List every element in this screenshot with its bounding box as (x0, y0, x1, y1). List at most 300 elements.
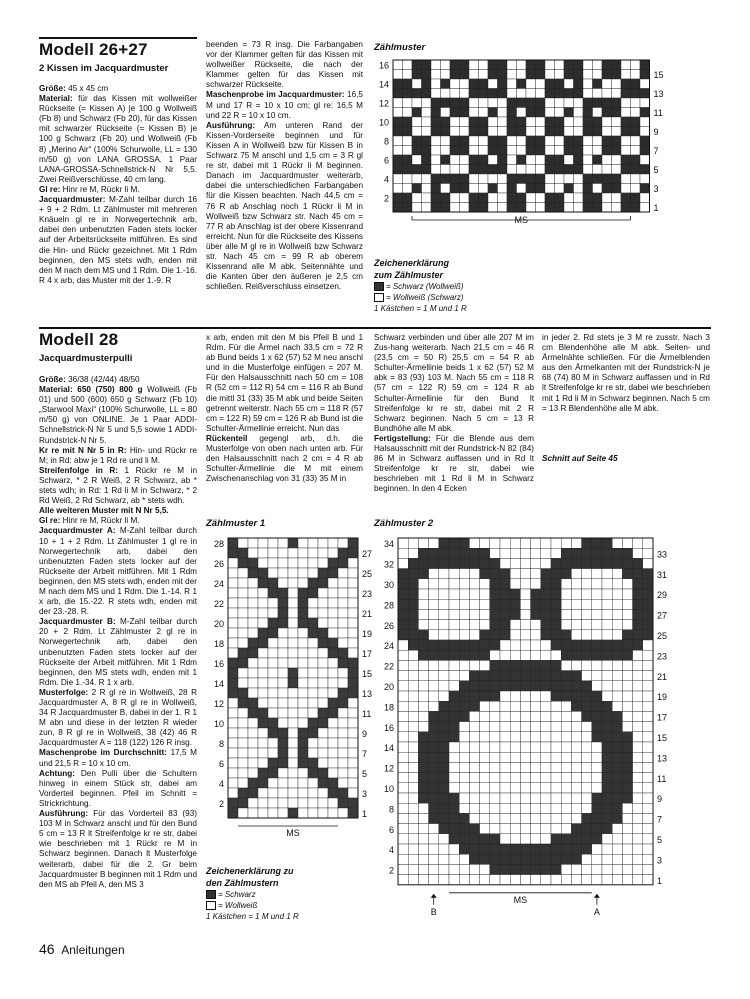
light-stitch (602, 681, 612, 691)
dark-stitch (633, 589, 643, 599)
light-stitch (500, 803, 510, 813)
light-stitch (288, 648, 298, 658)
light-stitch (531, 752, 541, 762)
dark-stitch (439, 538, 449, 548)
dark-stitch (328, 708, 338, 718)
light-stitch (582, 864, 592, 874)
dark-stitch (517, 174, 527, 184)
dark-stitch (288, 538, 298, 548)
light-stitch (490, 803, 500, 813)
dark-stitch (338, 558, 348, 568)
dark-stitch (460, 174, 470, 184)
dark-stitch (429, 783, 439, 793)
light-stitch (258, 608, 268, 618)
light-stitch (449, 864, 459, 874)
dark-stitch (612, 783, 622, 793)
dark-stitch (551, 660, 561, 670)
light-stitch (418, 844, 428, 854)
light-stitch (633, 732, 643, 742)
dark-stitch (393, 89, 403, 99)
light-stitch (510, 834, 520, 844)
light-stitch (545, 136, 555, 146)
dark-stitch (510, 681, 520, 691)
light-stitch (469, 732, 479, 742)
dark-stitch (459, 711, 469, 721)
light-stitch (441, 60, 451, 70)
dark-stitch (593, 193, 603, 203)
light-stitch (408, 875, 418, 885)
light-stitch (429, 569, 439, 579)
dark-stitch (602, 538, 612, 548)
light-stitch (531, 762, 541, 772)
light-stitch (582, 803, 592, 813)
light-stitch (418, 722, 428, 732)
light-stitch (449, 875, 459, 885)
light-stitch (338, 578, 348, 588)
light-stitch (278, 638, 288, 648)
paragraph-text: 45 x 45 cm (65, 84, 109, 93)
light-stitch (228, 778, 238, 788)
dark-stitch (488, 70, 498, 80)
dark-stitch (602, 146, 612, 156)
dark-stitch (582, 711, 592, 721)
light-stitch (408, 824, 418, 834)
light-stitch (348, 728, 358, 738)
dark-stitch (480, 854, 490, 864)
dark-stitch (228, 538, 238, 548)
dark-stitch (582, 650, 592, 660)
dark-stitch (441, 98, 451, 108)
dark-stitch (450, 174, 460, 184)
light-stitch (429, 854, 439, 864)
light-stitch (612, 569, 622, 579)
dark-stitch (631, 127, 641, 137)
light-stitch (338, 778, 348, 788)
dark-swatch (374, 282, 384, 291)
light-stitch (633, 844, 643, 854)
light-stitch (545, 60, 555, 70)
light-stitch (408, 783, 418, 793)
dark-stitch (571, 844, 581, 854)
dark-stitch (449, 834, 459, 844)
light-stitch (348, 768, 358, 778)
light-stitch (500, 691, 510, 701)
light-stitch (258, 738, 268, 748)
light-stitch (278, 708, 288, 718)
dark-stitch (449, 701, 459, 711)
light-stitch (439, 875, 449, 885)
light-stitch (592, 589, 602, 599)
light-stitch (258, 758, 268, 768)
light-stitch (643, 875, 653, 885)
light-stitch (268, 708, 278, 718)
light-stitch (555, 98, 565, 108)
light-stitch (612, 117, 622, 127)
light-stitch (408, 671, 418, 681)
dark-stitch (338, 658, 348, 668)
paragraph-lead: Achtung: (39, 768, 75, 778)
light-stitch (612, 660, 622, 670)
light-stitch (602, 589, 612, 599)
light-stitch (439, 691, 449, 701)
dark-stitch (498, 70, 508, 80)
schnitt-reference: Schnitt auf Seite 45 (542, 454, 618, 463)
light-stitch (418, 854, 428, 864)
light-stitch (633, 701, 643, 711)
dark-stitch (480, 558, 490, 568)
light-stitch (459, 630, 469, 640)
dark-stitch (422, 146, 432, 156)
light-stitch (348, 628, 358, 638)
dark-stitch (469, 691, 479, 701)
row-label-left: 28 (383, 600, 394, 611)
dark-stitch (536, 60, 546, 70)
dark-stitch (551, 569, 561, 579)
dark-stitch (450, 146, 460, 156)
dark-stitch (480, 834, 490, 844)
light-stitch (308, 658, 318, 668)
light-stitch (541, 650, 551, 660)
dark-stitch (298, 608, 308, 618)
light-stitch (228, 558, 238, 568)
light-stitch (541, 722, 551, 732)
light-stitch (633, 854, 643, 864)
row-label-left: 12 (213, 699, 224, 709)
light-stitch (621, 146, 631, 156)
dark-stitch (583, 184, 593, 194)
dark-stitch (308, 628, 318, 638)
dark-stitch (450, 70, 460, 80)
light-stitch (622, 844, 632, 854)
light-stitch (328, 588, 338, 598)
row-label-left: 20 (213, 619, 224, 629)
dark-stitch (520, 864, 530, 874)
dark-stitch (268, 768, 278, 778)
light-stitch (288, 768, 298, 778)
light-stitch (449, 681, 459, 691)
light-stitch (459, 793, 469, 803)
light-stitch (602, 569, 612, 579)
paragraph (206, 121, 363, 293)
row-label-right: 3 (657, 855, 663, 866)
light-stitch (422, 193, 432, 203)
light-stitch (418, 609, 428, 619)
light-stitch (643, 691, 653, 701)
light-stitch (561, 864, 571, 874)
paragraph (206, 90, 363, 120)
light-stitch (398, 803, 408, 813)
light-stitch (633, 681, 643, 691)
dark-stitch (278, 738, 288, 748)
light-stitch (460, 155, 470, 165)
dark-stitch (500, 579, 510, 589)
light-stitch (574, 203, 584, 213)
light-stitch (531, 558, 541, 568)
light-stitch (643, 854, 653, 864)
light-stitch (520, 640, 530, 650)
light-stitch (258, 598, 268, 608)
light-stitch (348, 738, 358, 748)
zaehlmuster-title: Zählmuster (374, 42, 426, 53)
light-stitch (398, 742, 408, 752)
dark-stitch (517, 155, 527, 165)
dark-stitch (439, 722, 449, 732)
light-stitch (582, 742, 592, 752)
light-stitch (564, 174, 574, 184)
light-stitch (418, 538, 428, 548)
dark-stitch (398, 569, 408, 579)
light-stitch (574, 184, 584, 194)
section-rule (39, 327, 711, 329)
light-stitch (393, 136, 403, 146)
zaehlmuster-2-title: Zählmuster 2 (374, 518, 434, 529)
light-stitch (469, 98, 479, 108)
light-stitch (551, 793, 561, 803)
light-stitch (602, 875, 612, 885)
light-stitch (520, 589, 530, 599)
dark-stitch (469, 155, 479, 165)
light-stitch (488, 127, 498, 137)
dark-stitch (571, 854, 581, 864)
light-stitch (408, 691, 418, 701)
light-stitch (622, 722, 632, 732)
light-stitch (258, 788, 268, 798)
legend-light-row (374, 292, 574, 303)
dark-stitch (429, 640, 439, 650)
row-label-left: 2 (383, 193, 389, 204)
light-stitch (459, 864, 469, 874)
light-stitch (441, 184, 451, 194)
light-stitch (536, 165, 546, 175)
light-stitch (449, 630, 459, 640)
light-stitch (418, 681, 428, 691)
light-stitch (449, 579, 459, 589)
light-stitch (571, 864, 581, 874)
light-stitch (612, 620, 622, 630)
light-stitch (418, 660, 428, 670)
light-stitch (490, 650, 500, 660)
dark-stitch (422, 136, 432, 146)
light-stitch (583, 155, 593, 165)
light-stitch (439, 671, 449, 681)
dark-stitch (541, 864, 551, 874)
light-stitch (328, 798, 338, 808)
light-stitch (480, 579, 490, 589)
light-stitch (479, 98, 489, 108)
light-stitch (612, 79, 622, 89)
light-stitch (507, 60, 517, 70)
light-stitch (278, 628, 288, 638)
light-stitch (561, 660, 571, 670)
light-stitch (449, 620, 459, 630)
light-stitch (574, 108, 584, 118)
light-stitch (574, 127, 584, 137)
dark-stitch (439, 803, 449, 813)
light-stitch (449, 599, 459, 609)
paragraph (542, 333, 710, 414)
row-label-left: 34 (383, 539, 394, 550)
light-stitch (439, 864, 449, 874)
light-stitch (510, 579, 520, 589)
dark-stitch (541, 569, 551, 579)
dark-stitch (555, 89, 565, 99)
paragraph (206, 434, 363, 484)
light-stitch (308, 788, 318, 798)
row-label-left: 24 (383, 641, 394, 652)
light-stitch (490, 711, 500, 721)
light-stitch (480, 599, 490, 609)
light-stitch (308, 698, 318, 708)
dark-stitch (308, 768, 318, 778)
dark-stitch (418, 732, 428, 742)
paragraph-lead: Maschenprobe im Jacquardmuster: (206, 90, 345, 100)
light-stitch (488, 174, 498, 184)
light-stitch (541, 701, 551, 711)
light-stitch (531, 711, 541, 721)
arrow-b-head (431, 894, 437, 898)
dark-stitch (268, 578, 278, 588)
dark-stitch (561, 691, 571, 701)
dark-stitch (328, 778, 338, 788)
light-stitch (298, 628, 308, 638)
dark-stitch (439, 793, 449, 803)
model-28-text-col3 (374, 333, 534, 495)
light-stitch (459, 599, 469, 609)
light-stitch (520, 691, 530, 701)
model-26-27-subtitle: 2 Kissen im Jacquardmuster (39, 63, 169, 74)
light-stitch (460, 89, 470, 99)
light-stitch (480, 660, 490, 670)
light-stitch (643, 783, 653, 793)
light-stitch (536, 89, 546, 99)
light-stitch (631, 136, 641, 146)
paragraph-text: Hinr re M, Rückr li M. (60, 516, 140, 526)
paragraph-text: Hinr re M, Rückr li M. (60, 184, 140, 194)
light-stitch (602, 155, 612, 165)
light-stitch (318, 658, 328, 668)
light-stitch (633, 793, 643, 803)
light-stitch (582, 609, 592, 619)
dark-stitch (469, 558, 479, 568)
light-stitch (602, 79, 612, 89)
row-label-right: 15 (653, 70, 664, 80)
light-stitch (571, 599, 581, 609)
dark-stitch (228, 798, 238, 808)
dark-stitch (555, 155, 565, 165)
legend-28-dark-label: = Schwarz (218, 890, 256, 899)
light-stitch (500, 732, 510, 742)
light-stitch (520, 558, 530, 568)
dark-stitch (526, 146, 536, 156)
light-stitch (643, 548, 653, 558)
dark-stitch (555, 203, 565, 213)
light-stitch (480, 609, 490, 619)
dark-stitch (418, 558, 428, 568)
light-stitch (612, 589, 622, 599)
dark-stitch (403, 165, 413, 175)
light-stitch (583, 165, 593, 175)
light-stitch (536, 127, 546, 137)
light-stitch (348, 778, 358, 788)
light-stitch (602, 609, 612, 619)
light-stitch (278, 658, 288, 668)
light-stitch (393, 60, 403, 70)
light-stitch (541, 548, 551, 558)
light-stitch (418, 875, 428, 885)
dark-stitch (469, 650, 479, 660)
light-stitch (469, 60, 479, 70)
light-stitch (640, 117, 650, 127)
paragraph (39, 809, 197, 890)
light-stitch (228, 618, 238, 628)
light-stitch (429, 671, 439, 681)
light-stitch (555, 108, 565, 118)
light-stitch (622, 599, 632, 609)
light-stitch (593, 146, 603, 156)
dark-stitch (449, 803, 459, 813)
light-stitch (429, 579, 439, 589)
light-stitch (393, 98, 403, 108)
light-stitch (582, 773, 592, 783)
dark-stitch (449, 548, 459, 558)
dark-stitch (643, 630, 653, 640)
dark-stitch (459, 548, 469, 558)
dark-stitch (592, 691, 602, 701)
light-stitch (480, 701, 490, 711)
light-stitch (278, 688, 288, 698)
dark-stitch (418, 762, 428, 772)
dark-stitch (408, 569, 418, 579)
light-stitch (278, 538, 288, 548)
dark-stitch (348, 668, 358, 678)
dark-stitch (531, 854, 541, 864)
dark-stitch (459, 691, 469, 701)
light-stitch (238, 668, 248, 678)
dark-stitch (439, 732, 449, 742)
light-stitch (228, 578, 238, 588)
dark-stitch (582, 558, 592, 568)
light-stitch (288, 778, 298, 788)
dark-stitch (592, 824, 602, 834)
light-stitch (498, 127, 508, 137)
light-stitch (602, 117, 612, 127)
light-stitch (520, 722, 530, 732)
dark-stitch (507, 193, 517, 203)
light-stitch (643, 681, 653, 691)
dark-stitch (633, 558, 643, 568)
dark-stitch (520, 671, 530, 681)
dark-stitch (308, 588, 318, 598)
light-stitch (258, 648, 268, 658)
light-stitch (238, 718, 248, 728)
dark-stitch (510, 609, 520, 619)
dark-stitch (510, 854, 520, 864)
light-stitch (571, 773, 581, 783)
light-stitch (633, 650, 643, 660)
dark-stitch (248, 558, 258, 568)
light-stitch (449, 762, 459, 772)
light-stitch (640, 155, 650, 165)
light-stitch (288, 738, 298, 748)
light-stitch (422, 127, 432, 137)
paragraph-text: Hin- und Rückr re M; in Rd: abw je 1 Rd re und li M. (39, 445, 197, 465)
dark-stitch (439, 783, 449, 793)
light-stitch (248, 728, 258, 738)
legend-note: 1 Kästchen = 1 M und 1 R (374, 304, 467, 313)
light-stitch (500, 793, 510, 803)
light-stitch (268, 788, 278, 798)
dark-stitch (555, 127, 565, 137)
